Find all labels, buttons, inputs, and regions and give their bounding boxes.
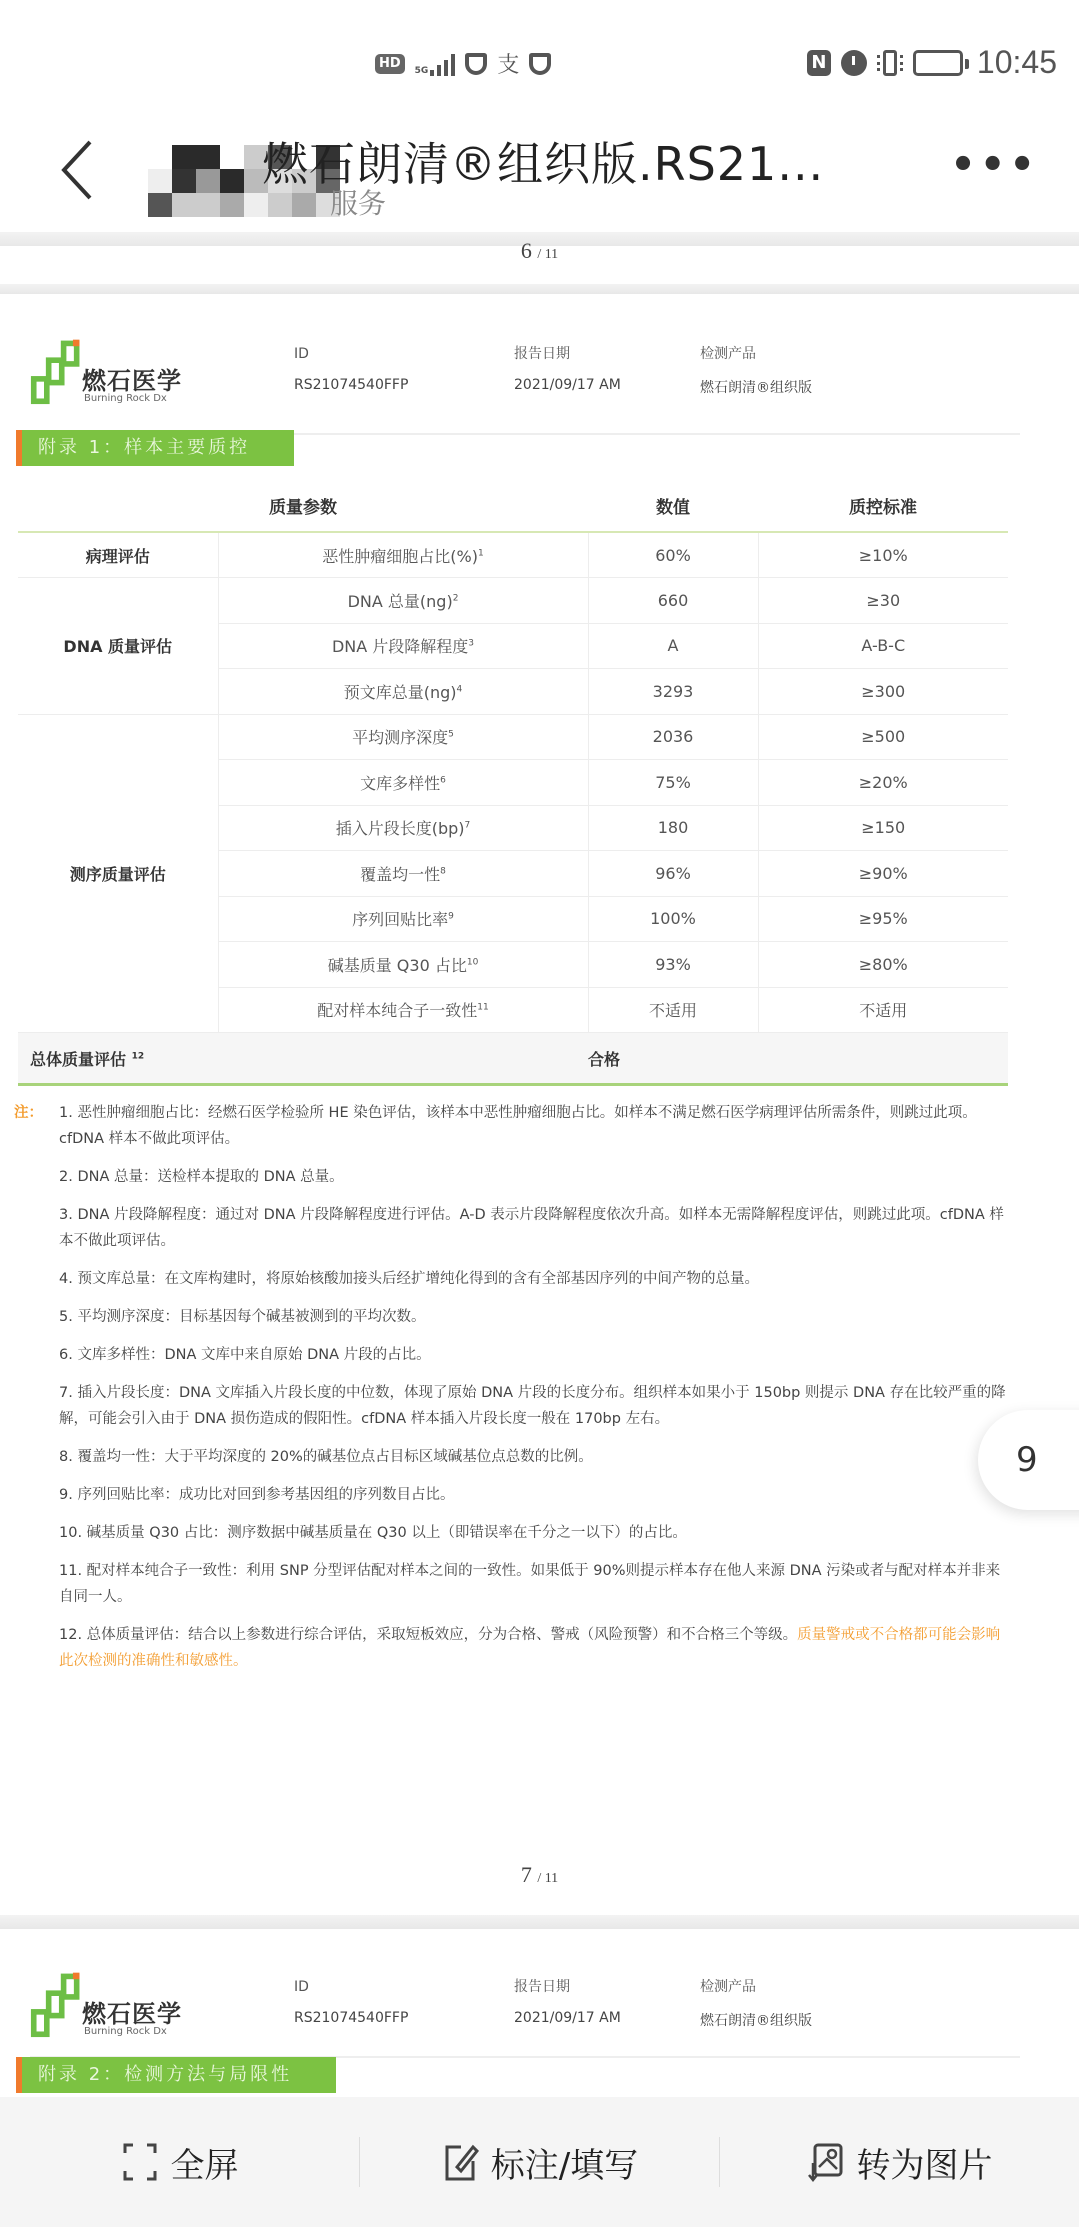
footnote-8: 8. 覆盖均一性：大于平均深度的 20%的碱基位点占目标区域碱基位点总数的比例。 bbox=[59, 1449, 593, 1465]
section-title-appendix-2: 附录 2：检测方法与局限性 bbox=[16, 2057, 336, 2093]
footnote-12-warning: 质量警戒或不合格都可能会影响此次检测的准确性和敏感性。 bbox=[59, 1627, 1001, 1669]
convert-to-image-button[interactable]: 转为图片 bbox=[720, 2132, 1079, 2192]
footnote-1: 1. 恶性肿瘤细胞占比：经燃石医学检验所 HE 染色评估，该样本中恶性肿瘤细胞占比。如样本不满足燃石医学病理评估所需条件，则跳过此项。cfDNA 样本不做此项评估。 bbox=[59, 1105, 977, 1147]
param-cell: 插入片段长度(bp)$^7$ bbox=[218, 805, 588, 851]
table-row bbox=[18, 714, 1008, 760]
footnote-4: 4. 预文库总量：在文库构建时，将原始核酸加接头后经扩增纯化得到的含有全部基因序列的中间产物的总量。 bbox=[59, 1271, 759, 1287]
standard-cell: ≥30 bbox=[758, 578, 1008, 624]
overall-label: 总体质量评估 $^{12}$ bbox=[18, 1033, 588, 1085]
category-cell: 病理评估 bbox=[18, 532, 218, 578]
logo-chinese: 燃石医学 bbox=[82, 2000, 182, 2028]
document-title: 燃石朗清®组织版.RS21... bbox=[262, 137, 825, 191]
col-header-param: 质量参数 bbox=[18, 480, 588, 532]
status-left-icons bbox=[375, 48, 551, 79]
footnote-10: 10. 碱基质量 Q30 占比：测序数据中碱基质量在 Q30 以上（即错误率在千分之一以下）的占比。 bbox=[59, 1525, 687, 1541]
cup-app-icon bbox=[529, 53, 551, 75]
meta-report-date: 报告日期 2021/09/17 AM bbox=[514, 346, 621, 393]
logo-english: Burning Rock Dx bbox=[84, 393, 167, 404]
logo-chinese: 燃石医学 bbox=[82, 367, 182, 395]
battery-icon bbox=[913, 50, 963, 76]
standard-cell: ≥150 bbox=[758, 805, 1008, 851]
param-cell: 平均测序深度$^5$ bbox=[218, 714, 588, 760]
param-cell: DNA 总量(ng)$^2$ bbox=[218, 578, 588, 624]
param-cell: 覆盖均一性$^8$ bbox=[218, 851, 588, 897]
standard-cell: A-B-C bbox=[758, 623, 1008, 669]
standard-cell: ≥80% bbox=[758, 942, 1008, 988]
page-divider bbox=[0, 1915, 1079, 1929]
table-row bbox=[18, 532, 1008, 578]
value-cell: 660 bbox=[588, 578, 758, 624]
value-cell: 93% bbox=[588, 942, 758, 988]
footnote-9: 9. 序列回贴比率：成功比对回到参考基因组的序列数目占比。 bbox=[59, 1487, 455, 1503]
overall-value: 合格 bbox=[588, 1033, 1008, 1085]
fullscreen-button[interactable]: 全屏 bbox=[0, 2132, 359, 2192]
value-cell: 3293 bbox=[588, 669, 758, 715]
col-header-value: 数值 bbox=[588, 480, 758, 532]
footnote-7: 7. 插入片段长度：DNA 文库插入片段长度的中位数，体现了原始 DNA 片段的长度分布。组织样本如果小于 150bp 则提示 DNA 存在比较严重的降解，可能会引入由于 DNA 损伤造成的假阳性。cfDNA 样本插入片段长度一般在 170bp 左右。 bbox=[59, 1385, 1006, 1427]
standard-cell: ≥20% bbox=[758, 760, 1008, 806]
footnote-2: 2. DNA 总量：送检样本提取的 DNA 总量。 bbox=[59, 1169, 344, 1185]
hd-icon: HD bbox=[375, 54, 405, 74]
qc-table bbox=[18, 480, 1008, 1086]
alipay-icon: 支 bbox=[497, 53, 520, 78]
standard-cell: ≥300 bbox=[758, 669, 1008, 715]
col-header-standard: 质控标准 bbox=[758, 480, 1008, 532]
value-cell: 不适用 bbox=[588, 987, 758, 1033]
footnote-5: 5. 平均测序深度：目标基因每个碱基被测到的平均次数。 bbox=[59, 1309, 426, 1325]
standard-cell: ≥500 bbox=[758, 714, 1008, 760]
status-bar bbox=[0, 0, 1079, 110]
category-cell: 测序质量评估 bbox=[18, 714, 218, 1033]
section-title-appendix-1: 附录 1：样本主要质控 bbox=[16, 430, 294, 466]
value-cell: 60% bbox=[588, 532, 758, 578]
value-cell: 2036 bbox=[588, 714, 758, 760]
page-divider bbox=[0, 284, 1079, 294]
param-cell: 配对样本纯合子一致性$^{11}$ bbox=[218, 987, 588, 1033]
alarm-icon bbox=[841, 50, 867, 76]
meta-id: ID RS21074540FFP bbox=[294, 346, 409, 393]
status-right-icons bbox=[807, 44, 1057, 81]
footnote-3: 3. DNA 片段降解程度：通过对 DNA 片段降解程度进行评估。A-D 表示片段降解程度依次升高。如样本无需降解程度评估，则跳过此项。cfDNA 样本不做此项评估。 bbox=[59, 1207, 1004, 1249]
document-subtitle: 服务 bbox=[330, 187, 387, 220]
5g-signal-icon: 5G bbox=[415, 52, 456, 76]
meta-product: 检测产品 燃石朗清®组织版 bbox=[700, 1979, 812, 2029]
footnote-6: 6. 文库多样性：DNA 文库中来自原始 DNA 片段的占比。 bbox=[59, 1347, 431, 1363]
param-cell: 文库多样性$^6$ bbox=[218, 760, 588, 806]
floating-page-badge[interactable]: 9 bbox=[978, 1410, 1079, 1510]
meta-product: 检测产品 燃石朗清®组织版 bbox=[700, 346, 812, 396]
report-header bbox=[30, 335, 1020, 435]
edit-icon bbox=[441, 2141, 479, 2183]
value-cell: 100% bbox=[588, 896, 758, 942]
cup-app-icon bbox=[465, 53, 487, 75]
burning-rock-logo-icon bbox=[30, 339, 86, 415]
param-cell: DNA 片段降解程度$^3$ bbox=[218, 623, 588, 669]
meta-id: ID RS21074540FFP bbox=[294, 1979, 409, 2026]
value-cell: A bbox=[588, 623, 758, 669]
report-header bbox=[30, 1968, 1020, 2058]
nfc-icon: N bbox=[807, 50, 831, 76]
image-convert-icon bbox=[807, 2141, 845, 2183]
standard-cell: ≥10% bbox=[758, 532, 1008, 578]
param-cell: 碱基质量 Q30 占比$^{10}$ bbox=[218, 942, 588, 988]
standard-cell: ≥95% bbox=[758, 896, 1008, 942]
value-cell: 75% bbox=[588, 760, 758, 806]
fullscreen-icon bbox=[121, 2141, 159, 2183]
category-cell: DNA 质量评估 bbox=[18, 578, 218, 715]
table-header-row bbox=[18, 480, 1008, 532]
notes-label: 注： bbox=[14, 1105, 43, 1121]
meta-report-date: 报告日期 2021/09/17 AM bbox=[514, 1979, 621, 2026]
more-options-button[interactable]: ••• bbox=[950, 142, 1039, 188]
footnote-12: 12. 总体质量评估：结合以上参数进行综合评估，采取短板效应，分为合格、警戒（风险预警）和不合格三个等级。质量警戒或不合格都可能会影响此次检测的准确性和敏感性。 bbox=[59, 1627, 1001, 1669]
page-number-7: 7 / 11 bbox=[520, 1862, 559, 1887]
value-cell: 96% bbox=[588, 851, 758, 897]
bottom-toolbar bbox=[0, 2097, 1079, 2227]
page-number-6: 6 / 11 bbox=[520, 238, 559, 263]
param-cell: 恶性肿瘤细胞占比(%)$^1$ bbox=[218, 532, 588, 578]
annotate-button[interactable]: 标注/填写 bbox=[360, 2132, 719, 2192]
overall-quality-row bbox=[18, 1033, 1008, 1085]
param-cell: 序列回贴比率$^9$ bbox=[218, 896, 588, 942]
footnotes bbox=[14, 1100, 1014, 1686]
clock: 10:45 bbox=[976, 44, 1057, 80]
chevron-left-icon[interactable] bbox=[58, 138, 94, 202]
table-row bbox=[18, 578, 1008, 624]
standard-cell: ≥90% bbox=[758, 851, 1008, 897]
footnote-11: 11. 配对样本纯合子一致性：利用 SNP 分型评估配对样本之间的一致性。如果低于 90%则提示样本存在他人来源 DNA 污染或者与配对样本并非来自同一人。 bbox=[59, 1563, 1001, 1605]
value-cell: 180 bbox=[588, 805, 758, 851]
vibrate-icon bbox=[877, 50, 903, 76]
logo-english: Burning Rock Dx bbox=[84, 2026, 167, 2037]
standard-cell: 不适用 bbox=[758, 987, 1008, 1033]
param-cell: 预文库总量(ng)$^4$ bbox=[218, 669, 588, 715]
burning-rock-logo-icon bbox=[30, 1972, 86, 2048]
